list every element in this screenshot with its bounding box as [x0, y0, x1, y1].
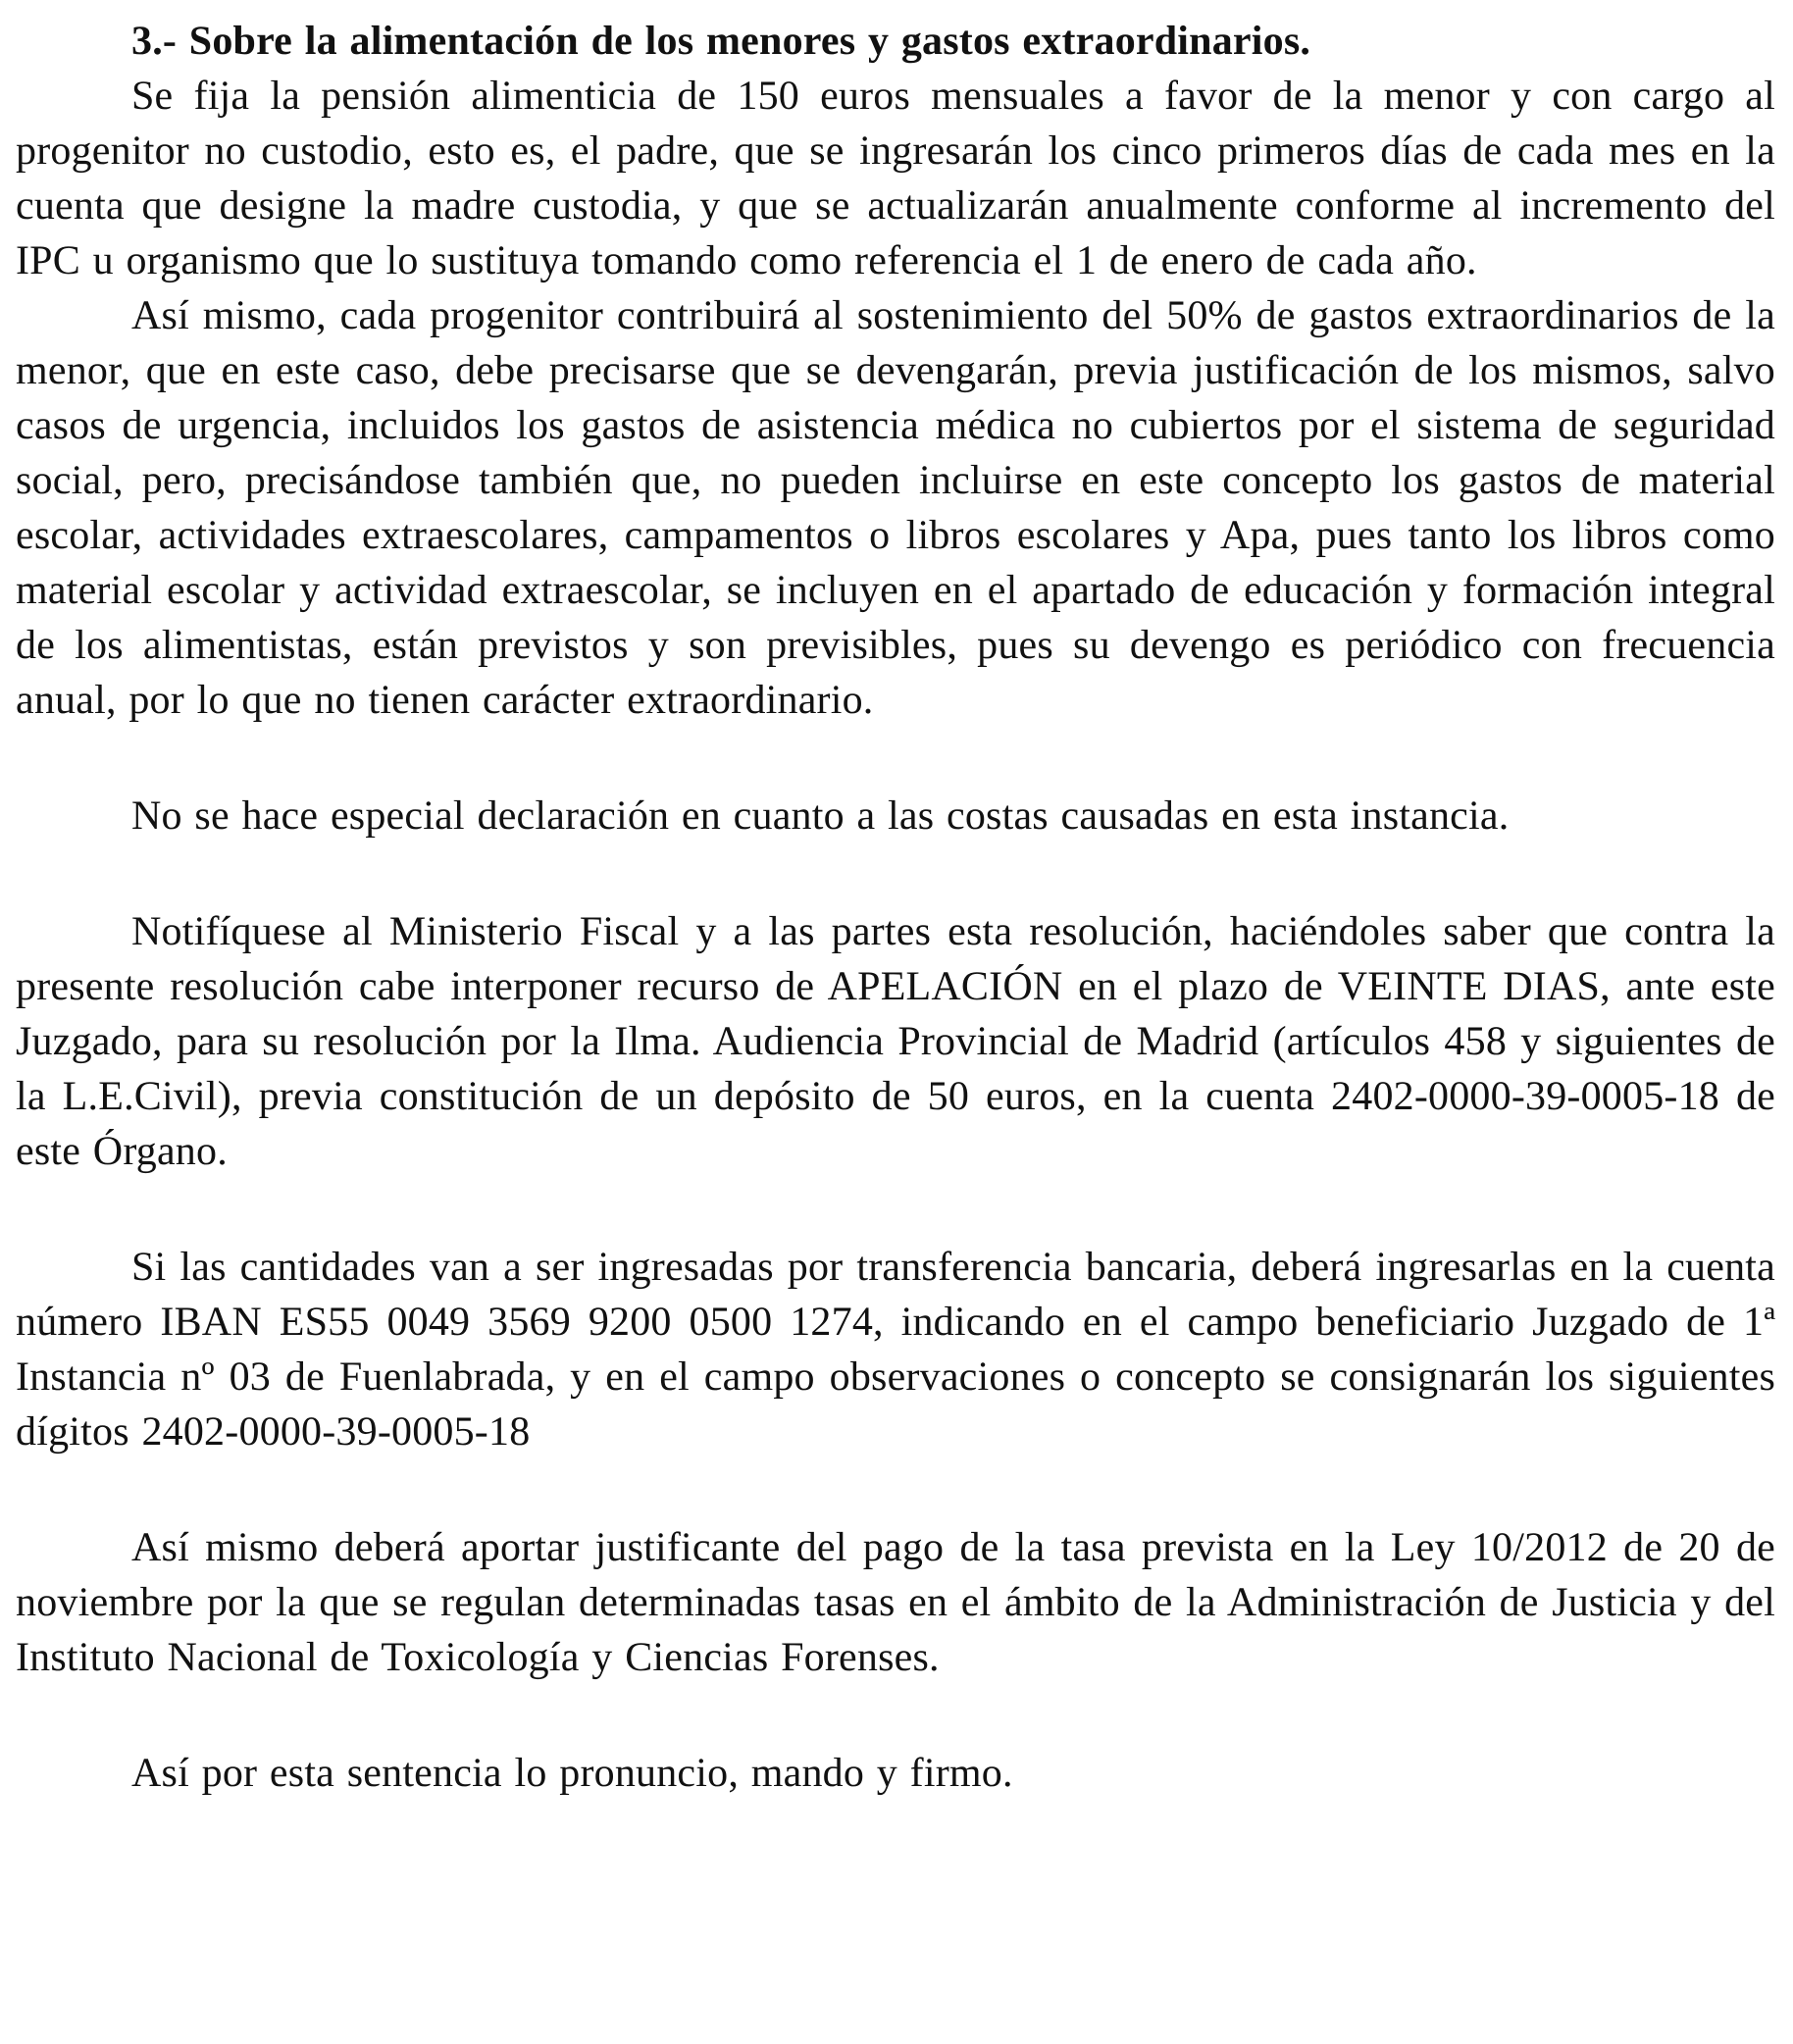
- section-heading: 3.- Sobre la alimentación de los menores y gastos extraordinarios.: [131, 19, 1311, 64]
- document-page: [16, 14, 1775, 1801]
- paragraph-gastos-extraordinarios: Así mismo, cada progenitor contribuirá al sostenimiento del 50% de gastos extraordinarios de la menor, que en este caso, debe precisarse que se devengarán, previa justificación de los mismos, salvo casos de urgencia, incluidos los gastos de asistencia médica no cubiertos por el sistema de seguridad social, pero, precisándose también que, no pueden incluirse en este concepto los gastos de material escolar, actividades extraescolares, campamentos o libros escolares y Apa, pues tanto los libros como material escolar y actividad extraescolar, se incluyen en el apartado de educación y formación integral de los alimentistas, están previstos y son previsibles, pues su devengo es periódico con frecuencia anual, por lo que no tienen carácter extraordinario.: [16, 293, 1775, 723]
- paragraph-notificacion-apelacion: Notifíquese al Ministerio Fiscal y a las partes esta resolución, haciéndoles saber que contra la presente resolución cabe interponer recurso de APELACIÓN en el plazo de VEINTE DIAS, ante este Juzgado, para su resolución por la Ilma. Audiencia Provincial de Madrid (artículos 458 y siguientes de la L.E.Civil), previa constitución de un depósito de 50 euros, en la cuenta 2402-0000-39-0005-18 de este Órgano.: [16, 909, 1775, 1174]
- paragraph-firma: Así por esta sentencia lo pronuncio, mando y firmo.: [131, 1751, 1013, 1796]
- paragraph-transferencia-bancaria: Si las cantidades van a ser ingresadas por transferencia bancaria, deberá ingresarlas en la cuenta número IBAN ES55 0049 3569 9200 0500 1274, indicando en el campo beneficiario Juzgado de 1ª Instancia nº 03 de Fuenlabrada, y en el campo observaciones o concepto se consignarán los siguientes dígitos 2402-0000-39-0005-18: [16, 1245, 1775, 1455]
- paragraph-tasa-ley: Así mismo deberá aportar justificante del pago de la tasa prevista en la Ley 10/2012 de 20 de noviembre por la que se regulan determinadas tasas en el ámbito de la Administración de Justicia y del Instituto Nacional de Toxicología y Ciencias Forenses.: [16, 1525, 1775, 1680]
- paragraph-costas: No se hace especial declaración en cuanto a las costas causadas en esta instancia.: [131, 793, 1510, 839]
- paragraph-pension-alimenticia: Se fija la pensión alimenticia de 150 euros mensuales a favor de la menor y con cargo al progenitor no custodio, esto es, el padre, que se ingresarán los cinco primeros días de cada mes en la cuenta que designe la madre custodia, y que se actualizarán anualmente conforme al incremento del IPC u organismo que lo sustituya tomando como referencia el 1 de enero de cada año.: [16, 74, 1775, 283]
